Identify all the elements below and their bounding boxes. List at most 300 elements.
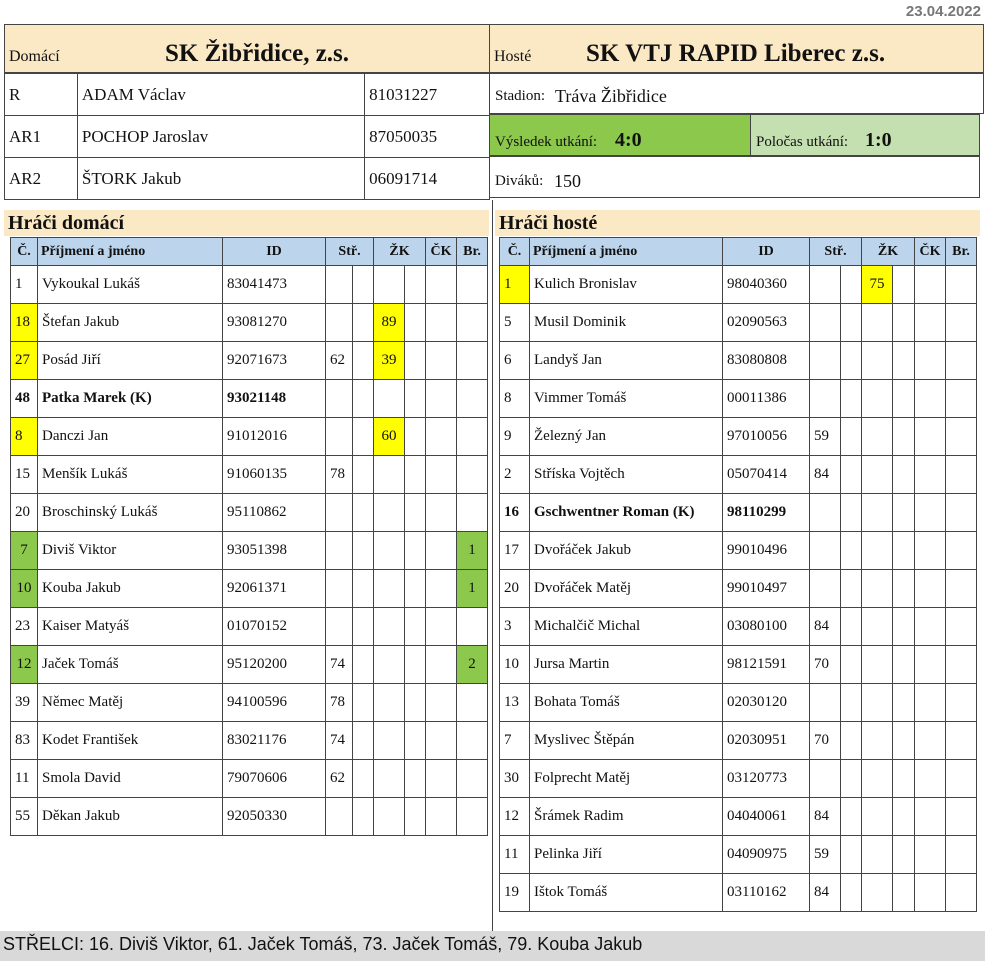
player-empty-cell (405, 266, 426, 304)
player-sub: 59 (810, 418, 841, 456)
player-goals (457, 494, 488, 532)
player-row (500, 570, 977, 608)
player-sub (810, 266, 841, 304)
player-empty-cell (893, 304, 915, 342)
player-sub: 74 (326, 722, 353, 760)
player-num: 8 (500, 380, 530, 418)
player-rc (915, 570, 946, 608)
player-empty-cell (405, 798, 426, 836)
player-empty-cell (353, 418, 374, 456)
player-yc: 75 (862, 266, 893, 304)
player-empty-cell (841, 494, 862, 532)
player-sub (326, 532, 353, 570)
player-goals (946, 532, 977, 570)
referee-id: 87050035 (365, 116, 490, 158)
player-name: Gschwentner Roman (K) (530, 494, 723, 532)
player-num: 15 (11, 456, 38, 494)
header-name: Příjmení a jméno (38, 238, 223, 266)
scorers-bar: STŘELCI: 16. Diviš Viktor, 61. Jaček Tomáš, 73. Jaček Tomáš, 79. Kouba Jakub (0, 931, 985, 961)
player-empty-cell (405, 418, 426, 456)
player-name: Patka Marek (K) (38, 380, 223, 418)
player-empty-cell (841, 418, 862, 456)
player-goals (946, 266, 977, 304)
referee-row (5, 116, 490, 158)
player-yc (862, 418, 893, 456)
player-rc (915, 304, 946, 342)
player-name: Kouba Jakub (38, 570, 223, 608)
stadium-label: Stadion: (495, 88, 546, 104)
player-goals (457, 380, 488, 418)
player-goals (946, 304, 977, 342)
header-yc: ŽK (862, 238, 915, 266)
player-empty-cell (893, 380, 915, 418)
player-yc (374, 684, 405, 722)
player-empty-cell (841, 874, 862, 912)
player-goals (946, 798, 977, 836)
player-sub (326, 798, 353, 836)
referee-row (5, 158, 490, 200)
halftime-value: 1:0 (865, 129, 892, 151)
player-empty-cell (841, 646, 862, 684)
player-id: 03110162 (723, 874, 810, 912)
player-empty-cell (893, 266, 915, 304)
player-empty-cell (405, 760, 426, 798)
player-yc (374, 798, 405, 836)
player-id: 92061371 (223, 570, 326, 608)
player-empty-cell (893, 684, 915, 722)
player-num: 5 (500, 304, 530, 342)
player-id: 04090975 (723, 836, 810, 874)
home-players-table (10, 237, 488, 836)
player-id: 01070152 (223, 608, 326, 646)
player-empty-cell (841, 570, 862, 608)
player-empty-cell (893, 798, 915, 836)
player-goals (457, 684, 488, 722)
player-empty-cell (841, 342, 862, 380)
player-row (11, 342, 488, 380)
players-header-row (11, 238, 488, 266)
player-name: Kodet František (38, 722, 223, 760)
players-header-row (500, 238, 977, 266)
result-label: Výsledek utkání: (495, 134, 598, 150)
away-players-title: Hráči hosté (495, 210, 980, 236)
player-empty-cell (841, 722, 862, 760)
away-team-name: SK VTJ RAPID Liberec z.s. (586, 40, 886, 67)
header-id: ID (223, 238, 326, 266)
player-row (500, 532, 977, 570)
player-num: 8 (11, 418, 38, 456)
player-goals (946, 760, 977, 798)
player-goals (457, 418, 488, 456)
player-row (500, 646, 977, 684)
player-num: 7 (500, 722, 530, 760)
player-id: 91012016 (223, 418, 326, 456)
player-goals (946, 380, 977, 418)
player-yc (374, 570, 405, 608)
player-goals (946, 874, 977, 912)
player-empty-cell (841, 608, 862, 646)
player-sub: 84 (810, 456, 841, 494)
player-num: 20 (11, 494, 38, 532)
away-players-table (499, 237, 977, 912)
player-id: 79070606 (223, 760, 326, 798)
player-sub: 84 (810, 608, 841, 646)
player-rc (426, 494, 457, 532)
player-num: 20 (500, 570, 530, 608)
player-goals (457, 760, 488, 798)
player-rc (426, 456, 457, 494)
player-id: 92050330 (223, 798, 326, 836)
player-empty-cell (893, 532, 915, 570)
player-name: Myslivec Štěpán (530, 722, 723, 760)
player-sub (810, 304, 841, 342)
player-num: 2 (500, 456, 530, 494)
player-row (500, 798, 977, 836)
match-date: 23.04.2022 (905, 3, 981, 20)
player-rc (915, 798, 946, 836)
player-goals (946, 646, 977, 684)
player-name: Menšík Lukáš (38, 456, 223, 494)
player-sub: 84 (810, 798, 841, 836)
player-sub (810, 342, 841, 380)
player-rc (915, 266, 946, 304)
player-row (11, 304, 488, 342)
player-goals (946, 456, 977, 494)
player-empty-cell (353, 456, 374, 494)
player-empty-cell (893, 570, 915, 608)
player-empty-cell (353, 266, 374, 304)
player-id: 02090563 (723, 304, 810, 342)
player-empty-cell (893, 722, 915, 760)
player-yc (862, 304, 893, 342)
player-row (500, 456, 977, 494)
home-label: Domácí (9, 48, 60, 65)
player-rc (426, 570, 457, 608)
player-yc (374, 456, 405, 494)
player-empty-cell (841, 266, 862, 304)
player-sub: 62 (326, 760, 353, 798)
player-empty-cell (405, 722, 426, 760)
player-num: 1 (11, 266, 38, 304)
player-empty-cell (841, 760, 862, 798)
player-row (11, 684, 488, 722)
player-id: 93021148 (223, 380, 326, 418)
referee-role: R (5, 74, 78, 116)
player-id: 83080808 (723, 342, 810, 380)
player-id: 02030951 (723, 722, 810, 760)
player-goals (946, 570, 977, 608)
player-sub (326, 570, 353, 608)
referee-name: ŠTORK Jakub (77, 158, 364, 200)
player-sub (326, 608, 353, 646)
player-id: 03120773 (723, 760, 810, 798)
player-num: 16 (500, 494, 530, 532)
player-row (500, 760, 977, 798)
player-name: Michalčič Michal (530, 608, 723, 646)
player-name: Ištok Tomáš (530, 874, 723, 912)
stadium-box (489, 73, 984, 114)
player-id: 95110862 (223, 494, 326, 532)
player-id: 92071673 (223, 342, 326, 380)
player-num: 9 (500, 418, 530, 456)
player-empty-cell (893, 608, 915, 646)
player-row (11, 570, 488, 608)
referee-role: AR1 (5, 116, 78, 158)
player-name: Stříska Vojtěch (530, 456, 723, 494)
player-rc (426, 418, 457, 456)
player-sub: 70 (810, 722, 841, 760)
player-num: 18 (11, 304, 38, 342)
player-yc (862, 532, 893, 570)
player-sub: 84 (810, 874, 841, 912)
player-rc (915, 684, 946, 722)
player-sub (810, 684, 841, 722)
player-id: 91060135 (223, 456, 326, 494)
player-name: Posád Jiří (38, 342, 223, 380)
player-yc (862, 646, 893, 684)
player-name: Kaiser Matyáš (38, 608, 223, 646)
player-empty-cell (405, 646, 426, 684)
player-yc (374, 760, 405, 798)
player-goals (457, 722, 488, 760)
header-yc: ŽK (374, 238, 426, 266)
player-empty-cell (353, 494, 374, 532)
player-sub (810, 760, 841, 798)
header-sub: Stř. (326, 238, 374, 266)
referee-role: AR2 (5, 158, 78, 200)
player-yc (862, 570, 893, 608)
player-empty-cell (405, 494, 426, 532)
player-id: 93081270 (223, 304, 326, 342)
player-row (11, 266, 488, 304)
player-rc (426, 342, 457, 380)
player-rc (915, 608, 946, 646)
player-goals (946, 342, 977, 380)
player-id: 98040360 (723, 266, 810, 304)
player-name: Dvořáček Jakub (530, 532, 723, 570)
player-name: Vimmer Tomáš (530, 380, 723, 418)
player-row (11, 760, 488, 798)
player-row (11, 380, 488, 418)
player-yc (862, 722, 893, 760)
player-yc (862, 760, 893, 798)
player-rc (426, 646, 457, 684)
player-rc (915, 836, 946, 874)
player-yc: 60 (374, 418, 405, 456)
player-row (11, 494, 488, 532)
player-empty-cell (353, 722, 374, 760)
player-empty-cell (893, 418, 915, 456)
player-empty-cell (405, 608, 426, 646)
player-num: 30 (500, 760, 530, 798)
player-empty-cell (841, 456, 862, 494)
player-num: 27 (11, 342, 38, 380)
header-goals: Br. (946, 238, 977, 266)
player-row (500, 684, 977, 722)
player-num: 7 (11, 532, 38, 570)
player-empty-cell (405, 456, 426, 494)
player-yc (862, 798, 893, 836)
header-num: Č. (11, 238, 38, 266)
player-sub (326, 380, 353, 418)
player-name: Danczi Jan (38, 418, 223, 456)
header-rc: ČK (426, 238, 457, 266)
player-sub: 78 (326, 684, 353, 722)
player-empty-cell (893, 874, 915, 912)
player-num: 1 (500, 266, 530, 304)
player-yc (862, 456, 893, 494)
referee-name: POCHOP Jaroslav (77, 116, 364, 158)
player-name: Musil Dominik (530, 304, 723, 342)
player-name: Štefan Jakub (38, 304, 223, 342)
player-goals (457, 266, 488, 304)
player-name: Dvořáček Matěj (530, 570, 723, 608)
player-sub: 59 (810, 836, 841, 874)
player-sub (810, 380, 841, 418)
halftime-box (750, 114, 980, 156)
header-name: Příjmení a jméno (530, 238, 723, 266)
player-id: 98121591 (723, 646, 810, 684)
player-yc: 39 (374, 342, 405, 380)
player-num: 83 (11, 722, 38, 760)
player-rc (915, 380, 946, 418)
player-empty-cell (893, 342, 915, 380)
player-row (500, 494, 977, 532)
player-empty-cell (353, 304, 374, 342)
player-sub: 62 (326, 342, 353, 380)
player-rc (915, 456, 946, 494)
player-num: 13 (500, 684, 530, 722)
player-rc (426, 760, 457, 798)
player-empty-cell (353, 646, 374, 684)
player-num: 55 (11, 798, 38, 836)
player-sub: 78 (326, 456, 353, 494)
player-num: 23 (11, 608, 38, 646)
player-num: 48 (11, 380, 38, 418)
spectators-value: 150 (554, 171, 581, 191)
player-empty-cell (353, 760, 374, 798)
player-id: 03080100 (723, 608, 810, 646)
player-sub: 74 (326, 646, 353, 684)
player-id: 99010497 (723, 570, 810, 608)
player-id: 83021176 (223, 722, 326, 760)
player-goals (457, 608, 488, 646)
player-empty-cell (405, 684, 426, 722)
player-empty-cell (353, 798, 374, 836)
player-name: Bohata Tomáš (530, 684, 723, 722)
referee-id: 81031227 (365, 74, 490, 116)
player-empty-cell (893, 646, 915, 684)
referee-name: ADAM Václav (77, 74, 364, 116)
player-empty-cell (841, 836, 862, 874)
halftime-label: Poločas utkání: (756, 134, 849, 150)
player-yc (862, 494, 893, 532)
player-id: 97010056 (723, 418, 810, 456)
player-row (11, 532, 488, 570)
player-name: Pelinka Jiří (530, 836, 723, 874)
player-id: 93051398 (223, 532, 326, 570)
player-row (500, 722, 977, 760)
player-row (500, 342, 977, 380)
player-empty-cell (353, 342, 374, 380)
player-sub (810, 494, 841, 532)
player-yc (862, 342, 893, 380)
home-players-title: Hráči domácí (4, 210, 489, 236)
referee-id: 06091714 (365, 158, 490, 200)
player-sub (810, 570, 841, 608)
player-goals: 1 (457, 532, 488, 570)
player-rc (426, 532, 457, 570)
player-row (11, 608, 488, 646)
player-id: 94100596 (223, 684, 326, 722)
player-sub (810, 532, 841, 570)
player-empty-cell (841, 304, 862, 342)
player-num: 3 (500, 608, 530, 646)
player-rc (915, 874, 946, 912)
player-goals (946, 418, 977, 456)
player-row (500, 304, 977, 342)
player-yc (374, 722, 405, 760)
player-goals (457, 342, 488, 380)
player-num: 39 (11, 684, 38, 722)
player-empty-cell (405, 380, 426, 418)
home-team-header (4, 24, 490, 73)
player-goals (457, 456, 488, 494)
player-name: Smola David (38, 760, 223, 798)
player-num: 11 (500, 836, 530, 874)
player-num: 10 (11, 570, 38, 608)
player-goals (946, 836, 977, 874)
player-empty-cell (893, 836, 915, 874)
player-yc (374, 532, 405, 570)
player-rc (426, 722, 457, 760)
player-num: 11 (11, 760, 38, 798)
player-empty-cell (841, 532, 862, 570)
player-row (500, 266, 977, 304)
header-id: ID (723, 238, 810, 266)
player-empty-cell (841, 684, 862, 722)
player-rc (915, 532, 946, 570)
referee-row (5, 74, 490, 116)
player-name: Broschinský Lukáš (38, 494, 223, 532)
player-row (500, 380, 977, 418)
player-empty-cell (841, 380, 862, 418)
player-id: 02030120 (723, 684, 810, 722)
player-empty-cell (353, 570, 374, 608)
player-yc (862, 874, 893, 912)
player-name: Folprecht Matěj (530, 760, 723, 798)
home-team-name: SK Žibřidice, z.s. (165, 40, 350, 67)
player-sub (326, 418, 353, 456)
player-goals (457, 304, 488, 342)
header-num: Č. (500, 238, 530, 266)
player-rc (915, 760, 946, 798)
player-empty-cell (405, 570, 426, 608)
player-rc (426, 608, 457, 646)
player-name: Landyš Jan (530, 342, 723, 380)
player-yc (374, 380, 405, 418)
player-sub: 70 (810, 646, 841, 684)
player-empty-cell (893, 494, 915, 532)
player-rc (915, 722, 946, 760)
player-rc (426, 266, 457, 304)
player-yc (374, 608, 405, 646)
player-yc (862, 836, 893, 874)
player-empty-cell (405, 304, 426, 342)
player-goals: 1 (457, 570, 488, 608)
player-goals (457, 798, 488, 836)
player-row (11, 418, 488, 456)
